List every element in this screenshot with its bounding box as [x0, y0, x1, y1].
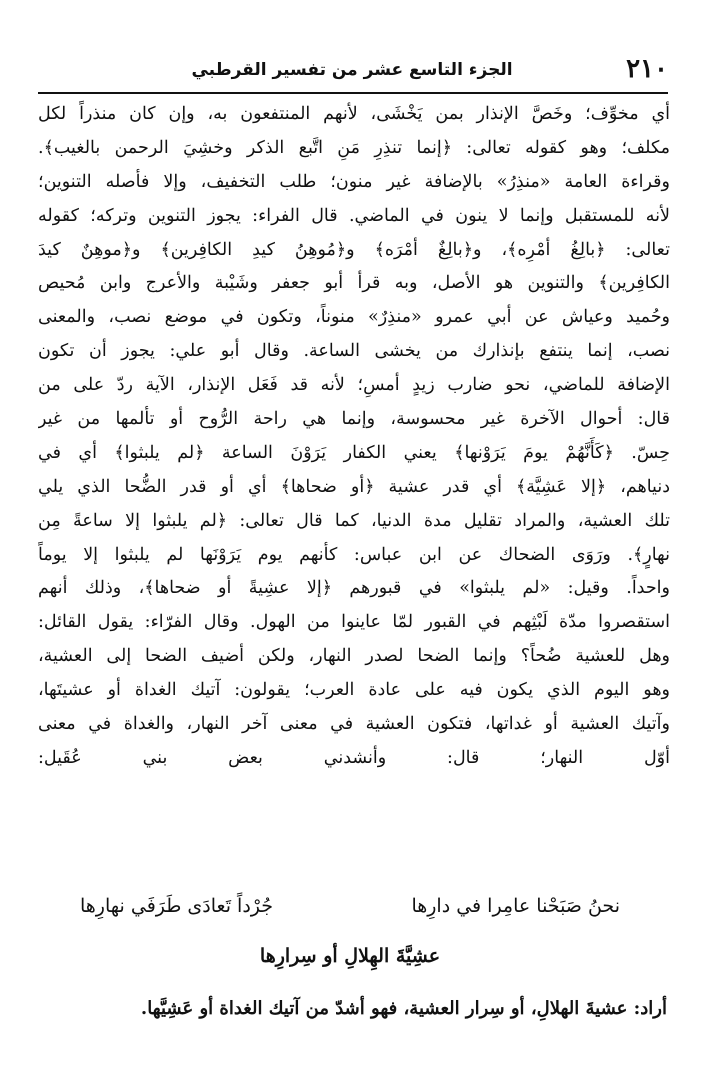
text-line: دنياهم، ﴿إلا عَشِيَّة﴾ أي قدر عشية ﴿أو ضحاها﴾ أي أو قدر الضُّحا الذي يلي — [38, 476, 670, 497]
poem-hemistich-right: نحنُ صَبَحْنا عامِرا في دارِها — [411, 895, 620, 917]
page-number: ٢١٠ — [626, 54, 668, 84]
text-line: أي مخوِّف؛ وخَصَّ الإنذار بمن يَخْشَى، لأنهم المنتفعون به، وإن كان منذراً لكل — [38, 104, 670, 124]
text-line: استقصروا مدّة لَبْثِهم في القبور لمّا عاينوا من الهول. وقال الفرّاء: يقول القائل: — [38, 612, 670, 633]
poem-verse-second: عشِيَّةَ الهِلالِ أو سِرارِها — [259, 945, 441, 967]
body-text — [38, 98, 670, 776]
text-line: تعالى: ﴿بالِغُ أمْرِه﴾، و﴿بالِغٌ أمْرَه﴾ و﴿مُوهِنُ كيدِ الكافِرين﴾ و﴿موهِنٌ كيدَ — [38, 239, 670, 260]
text-line: وهل للعشية ضُحاً؟ وإنما الضحا لصدر النهار، ولكن أضيف الضحا إلى العشية، — [38, 646, 670, 667]
text-line: وهو اليوم الذي يكون فيه على عادة العرب؛ يقولون: آتيك الغداة أو عشيتَها، — [38, 680, 670, 701]
text-line: وقراءة العامة «منذِرُ» بالإضافة غير منون؛ طلب التخفيف، وإلا فأصله التنوين؛ — [38, 171, 670, 192]
text-line: نصب، إنما ينتفع بإنذارك من يخشى الساعة. وقال أبو علي: يجوز أن تكون — [38, 341, 670, 362]
text-line: قال: أحوال الآخرة غير محسوسة، وإنما هي راحة الرُّوح أو تألمها من غير — [38, 409, 670, 430]
text-line: الإضافة للماضي، نحو ضارب زيدٍ أمسِ؛ لأنه قد فَعَل الإنذار، الآية ردّ على من — [38, 375, 670, 396]
text-line: تلك العشية، والمراد تقليل مدة الدنيا، كما قال تعالى: ﴿لم يلبثوا إلا ساعةً مِن — [38, 510, 670, 531]
text-line: نهارٍ﴾. ورَوَى الضحاك عن ابن عباس: كأنهم يوم يَرَوْنَها لم يلبثوا إلا يوماً — [38, 544, 670, 565]
text-line: مكلف؛ وهو كقوله تعالى: ﴿إنما تنذِرِ مَنِ اتَّبع الذكر وخشِيَ الرحمن بالغيب﴾. — [38, 137, 670, 158]
text-line: وآتيك العشية أو غداتها، فتكون العشية في معنى آخر النهار، والغداة في معنى — [38, 714, 670, 735]
closing-line: أراد: عشيةَ الهلالِ، أو سِرار العشية، فهو أشدّ من آتيك الغداة أو عَشِيَّها. — [140, 998, 667, 1019]
poem-hemistich-left: جُرْداً تَعادَى طَرَفَي نهارِها — [80, 895, 274, 917]
poem-verse-first — [80, 895, 620, 917]
text-line: حِسّ. ﴿كَأَنَّهُمْ يومَ يَرَوْنها﴾ يعني الكفار يَرَوْنَ الساعة ﴿لم يلبثوا﴾ أي في — [38, 442, 670, 463]
text-line: الكافِرين﴾ والتنوين هو الأصل، وبه قرأ أبو جعفر وشَيْبة والأعرج وابن مُحيص — [38, 273, 670, 294]
text-line: وحُميد وعياش عن أبي عمرو «منذِرٌ» منوناً، وتكون في موضع نصب، والمعنى — [38, 307, 670, 328]
page-header — [36, 52, 668, 92]
text-line: واحداً. وقيل: «لم يلبثوا» في قبورهم ﴿إلا عشِيةً أو ضحاها﴾، وذلك أنهم — [38, 578, 670, 599]
running-title: الجزء التاسع عشر من تفسير القرطبي — [191, 60, 513, 80]
header-rule — [38, 92, 668, 94]
text-line: لأنه للمستقبل وإنما لا ينون في الماضي. قال الفراء: يجوز التنوين وتركه؛ كقوله — [38, 205, 670, 226]
text-line: أوّل النهار؛ قال: وأنشدني بعض بني عُقَيل: — [38, 747, 670, 768]
